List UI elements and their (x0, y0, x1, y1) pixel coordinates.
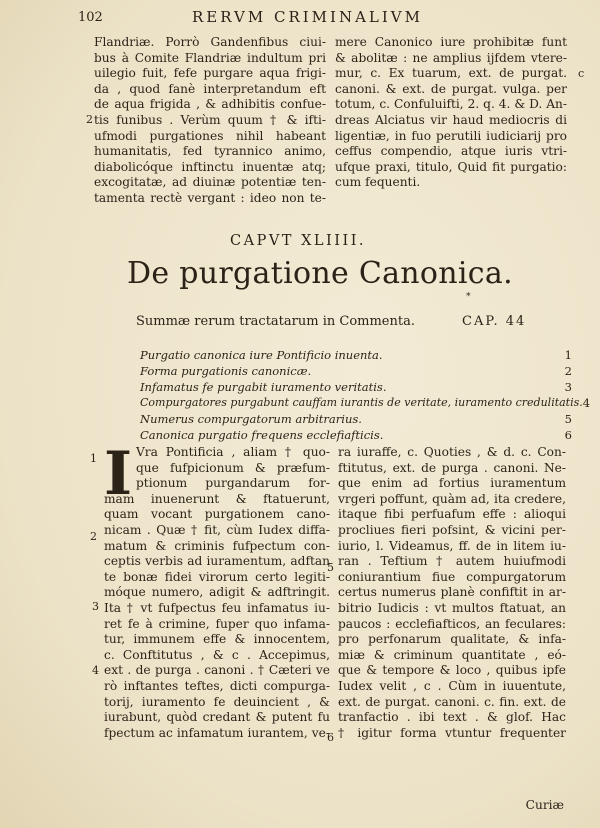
text-line: mam inuenerunt & ftatuerunt, (104, 491, 330, 506)
text-line: ret fe à crimine, fuper quo infama- (104, 616, 330, 631)
body-right-column (338, 445, 566, 741)
text-line: † igitur forma vtuntur frequenter (338, 725, 566, 740)
ornament-mark: * (466, 292, 471, 302)
text-line: Flandriæ. Porrò Gandenfibus ciui- (94, 35, 326, 49)
text-line: ext . de purga . canoni . † Cæteri ve (104, 663, 330, 678)
text-line: bitrio Iudicis : vt multos ftatuat, an (338, 600, 566, 615)
text-line: mere Canonico iure prohibitæ funt (335, 35, 567, 49)
summary-num: 5 (564, 412, 572, 426)
drop-cap: I (104, 439, 133, 509)
text-line: bus à Comite Flandriæ indultum pri (94, 50, 326, 65)
text-line: canoni. & ext. de purgat. vulga. per (335, 81, 567, 96)
summary-item (140, 395, 591, 411)
top-left-column (94, 35, 326, 207)
text-line: procliues fieri pofsint, & vicini per- (338, 522, 566, 537)
summary-num: 6 (564, 428, 572, 442)
summary-num: 4 (582, 396, 591, 410)
summary-item (140, 427, 572, 443)
text-line: itaque fibi perfuafum effe : alioqui (338, 507, 566, 522)
text-line: humanitatis, fed tyrannico animo, (94, 144, 326, 159)
text-line: quam vocant purgationem cano- (104, 507, 330, 522)
text-line: coniurantium fiue compurgatorum (338, 569, 566, 584)
margin-note: c (578, 67, 585, 80)
text-line: matum & criminis fufpectum con- (104, 538, 330, 553)
text-line: vrgeri poffunt, quàm ad, ita credere, (338, 491, 566, 506)
cap-label: CAP. 44 (462, 314, 527, 329)
summary-num: 1 (564, 348, 572, 362)
text-line: cum fequenti. (335, 175, 421, 190)
text-line: ceffus compendio, atque iuris vtri- (335, 144, 567, 159)
text-line: ext. de purgat. canoni. c. fin. ext. de (338, 694, 566, 709)
text-line: certus numerus planè confiftit in ar- (338, 585, 566, 600)
margin-note: 4 (92, 664, 99, 677)
text-line: pro perfonarum qualitate, & infa- (338, 632, 566, 647)
text-line: ligentiæ, in fuo perutili iudiciarij pro (335, 128, 567, 143)
top-right-column (335, 35, 567, 191)
summary-text: Infamatus fe purgabit iuramento veritatis. (140, 380, 387, 394)
summary-num: 3 (564, 380, 572, 394)
summary-item (140, 379, 572, 395)
text-line: tranfactio . ibi text . & glof. Hac (338, 710, 566, 725)
margin-note: 2 (90, 530, 97, 543)
chapter-title: De purgatione Canonica. (127, 256, 513, 291)
text-line: que fufpicionum & præfum- (136, 460, 330, 475)
text-line: de aqua frigida , & adhibitis confue- (94, 97, 326, 112)
text-line: que & tempore & loco , quibus ipfe (338, 663, 566, 678)
margin-note: 2 (86, 113, 93, 126)
summary-text: Compurgatores purgabunt cauffam iurantis de veritate, iuramento credulitatis. (140, 396, 583, 409)
text-line: torij, iuramento fe deuincient , & (104, 694, 330, 709)
text-line: te bonæ fidei virorum certo legiti- (104, 569, 330, 584)
text-line: diabolicóque inftinctu inuentæ atq; (94, 159, 326, 174)
page-number: 102 (78, 10, 103, 25)
margin-note: 5 (327, 561, 334, 574)
summary-item (140, 411, 572, 427)
text-line: ran . Teftium † autem huiufmodi (338, 554, 566, 569)
margin-note: 1 (90, 452, 97, 465)
text-line: da , quod fanè interpretandum eft (94, 81, 326, 96)
summary-item (140, 363, 572, 379)
text-line: miæ & criminum quantitate , eó- (338, 647, 566, 662)
text-line: ufque praxi, titulo, Quid fit purgatio: (335, 159, 567, 174)
text-line: ufmodi purgationes nihil habeant (94, 128, 326, 143)
running-title: RERVM CRIMINALIVM (192, 8, 423, 26)
text-line: ra iuraffe, c. Quoties , & d. c. Con- (338, 445, 566, 459)
margin-note: 3 (92, 600, 99, 613)
text-line: uilegio fuit, fefe purgare aqua frigi- (94, 66, 326, 81)
text-line: rò inftantes teftes, dicti compurga- (104, 678, 330, 693)
catchword: Curiæ (525, 798, 564, 812)
margin-note: 6 (327, 731, 334, 744)
text-line: & abolitæ : ne amplius ijfdem vtere- (335, 50, 567, 65)
text-line: mur, c. Ex tuarum, ext. de purgat. (335, 66, 567, 81)
text-line: ceptis verbis ad iuramentum, adftan (104, 554, 330, 569)
text-line: nicam . Quæ † fit, cùm Iudex diffa- (104, 522, 330, 537)
text-line: iurio, l. Videamus, ff. de in litem iu- (338, 538, 566, 553)
text-line: c. Conftitutus , & c . Accepimus, (104, 647, 330, 662)
text-line: móque numero, adigit & adftringit. (104, 585, 330, 600)
summary-list (140, 347, 591, 443)
text-line: Vra Pontificia , aliam † quo- (136, 445, 330, 459)
text-line: iurabunt, quòd credant & putent fu (104, 710, 330, 725)
summary-text: Canonica purgatio frequens ecclefiafticis. (140, 428, 384, 442)
text-line: tamenta rectè vergant : ideo non te- (94, 190, 326, 205)
text-line: Iudex velit , c . Cùm in iuuentute, (338, 678, 566, 693)
text-line: Ita † vt fufpectus feu infamatus iu- (104, 600, 330, 615)
summary-text: Forma purgationis canonicæ. (140, 364, 312, 378)
text-line: ptionum purgandarum for- (136, 476, 330, 491)
text-line: paucos : ecclefiafticos, an feculares: (338, 616, 566, 631)
body-left-column (104, 439, 330, 741)
text-line: que enim ad fortius iuramentum (338, 476, 566, 491)
text-line: excogitatæ, ad diuinæ potentiæ ten- (94, 175, 326, 190)
text-line: ftitutus, ext. de purga . canoni. Ne- (338, 460, 566, 475)
summary-text: Purgatio canonica iure Pontificio inuenta. (140, 348, 383, 362)
chapter-number: CAPVT XLIIII. (230, 233, 367, 249)
text-line: tis funibus . Verùm quum † & ifti- (94, 112, 326, 127)
text-line: totum, c. Confuluifti, 2. q. 4. & D. An- (335, 97, 567, 112)
text-line: fpectum ac infamatum iurantem, ve- (104, 725, 330, 740)
text-line: dreas Alciatus vir haud mediocris di (335, 112, 567, 127)
summary-text: Numerus compurgatorum arbitrarius. (140, 412, 362, 426)
summary-heading: Summæ rerum tractatarum in Commenta. (136, 314, 415, 329)
summary-num: 2 (564, 364, 572, 378)
text-line: tur, immunem effe & innocentem, (104, 632, 330, 647)
summary-item (140, 347, 572, 363)
